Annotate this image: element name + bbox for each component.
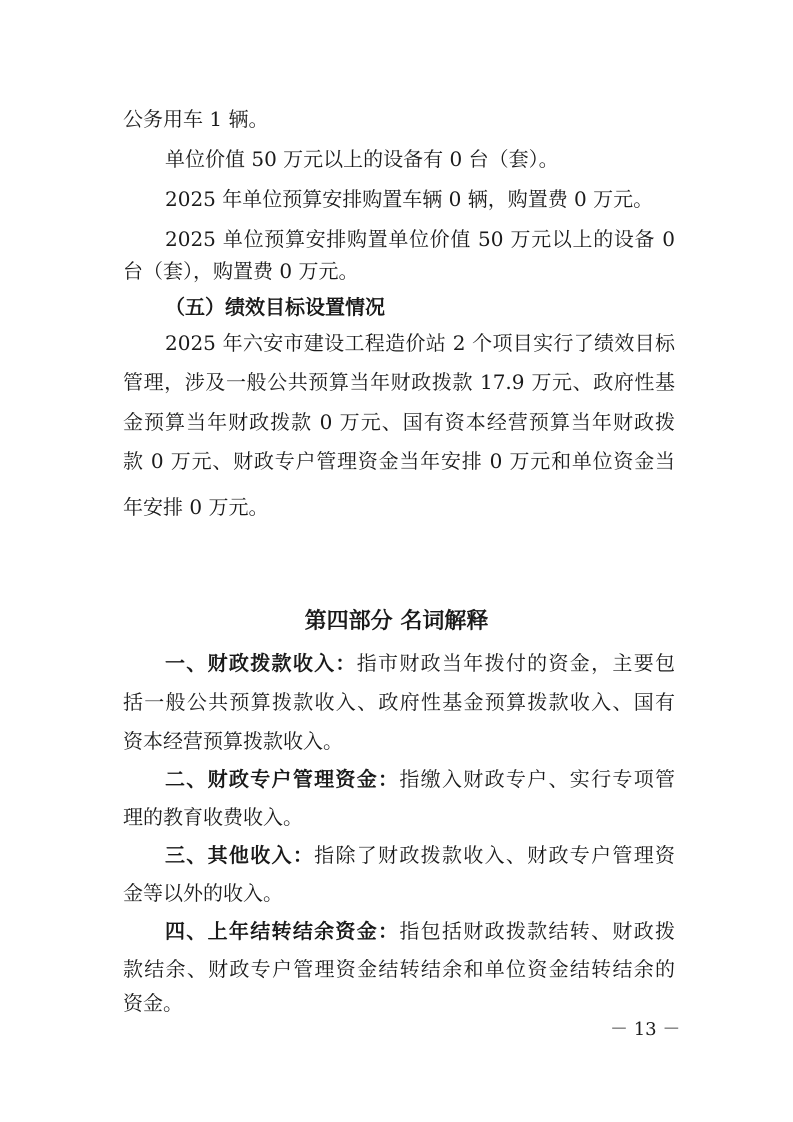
page-number: － 13 －	[610, 1019, 681, 1040]
paragraph-line: 2025 年单位预算安排购置车辆 0 辆，购置费 0 万元。	[165, 187, 654, 211]
term-text: 指包括财政拨款结转、财政拨	[399, 919, 676, 943]
term-line	[165, 918, 675, 944]
term-label: 三、其他收入：	[165, 843, 315, 867]
subsection-heading: （五）绩效目标设置情况	[165, 295, 385, 319]
term-label: 四、上年结转结余资金：	[165, 919, 400, 943]
paragraph-line: 2025 单位预算安排购置单位价值 50 万元以上的设备 0	[165, 227, 675, 251]
paragraph-line: 款结余、财政专户管理资金结转结余和单位资金结转结余的	[123, 957, 675, 981]
paragraph-line: 理的教育收费收入。	[123, 805, 303, 829]
term-text: 指除了财政拨款收入、财政专户管理资	[314, 843, 676, 867]
term-text: 指缴入财政专户、实行专项管	[399, 767, 676, 791]
paragraph-line: 管理，涉及一般公共预算当年财政拨款 17.9 万元、政府性基	[123, 370, 675, 394]
paragraph-line: 括一般公共预算拨款收入、政府性基金预算拨款收入、国有	[123, 690, 675, 714]
section-title: 第四部分 名词解释	[304, 609, 489, 634]
term-label: 二、财政专户管理资金：	[165, 767, 400, 791]
paragraph-line: 资金。	[123, 991, 183, 1015]
paragraph-line: 单位价值 50 万元以上的设备有 0 台（套）。	[165, 147, 559, 171]
term-line	[165, 766, 675, 792]
term-line	[165, 842, 675, 868]
paragraph-line: 金预算当年财政拨款 0 万元、国有资本经营预算当年财政拨	[123, 410, 675, 434]
paragraph-line: 款 0 万元、财政专户管理资金当年安排 0 万元和单位资金当	[123, 449, 675, 473]
term-line	[165, 650, 675, 676]
paragraph-line: 金等以外的收入。	[123, 881, 283, 905]
term-text: 指市财政当年拨付的资金，主要包	[356, 651, 676, 675]
paragraph-line: 年安排 0 万元。	[123, 495, 269, 519]
term-label: 一、财政拨款收入：	[165, 651, 357, 675]
paragraph-line: 台（套），购置费 0 万元。	[123, 259, 359, 283]
paragraph-line: 资本经营预算拨款收入。	[123, 729, 343, 753]
paragraph-line: 公务用车 1 辆。	[123, 107, 269, 131]
paragraph-line: 2025 年六安市建设工程造价站 2 个项目实行了绩效目标	[165, 331, 675, 355]
